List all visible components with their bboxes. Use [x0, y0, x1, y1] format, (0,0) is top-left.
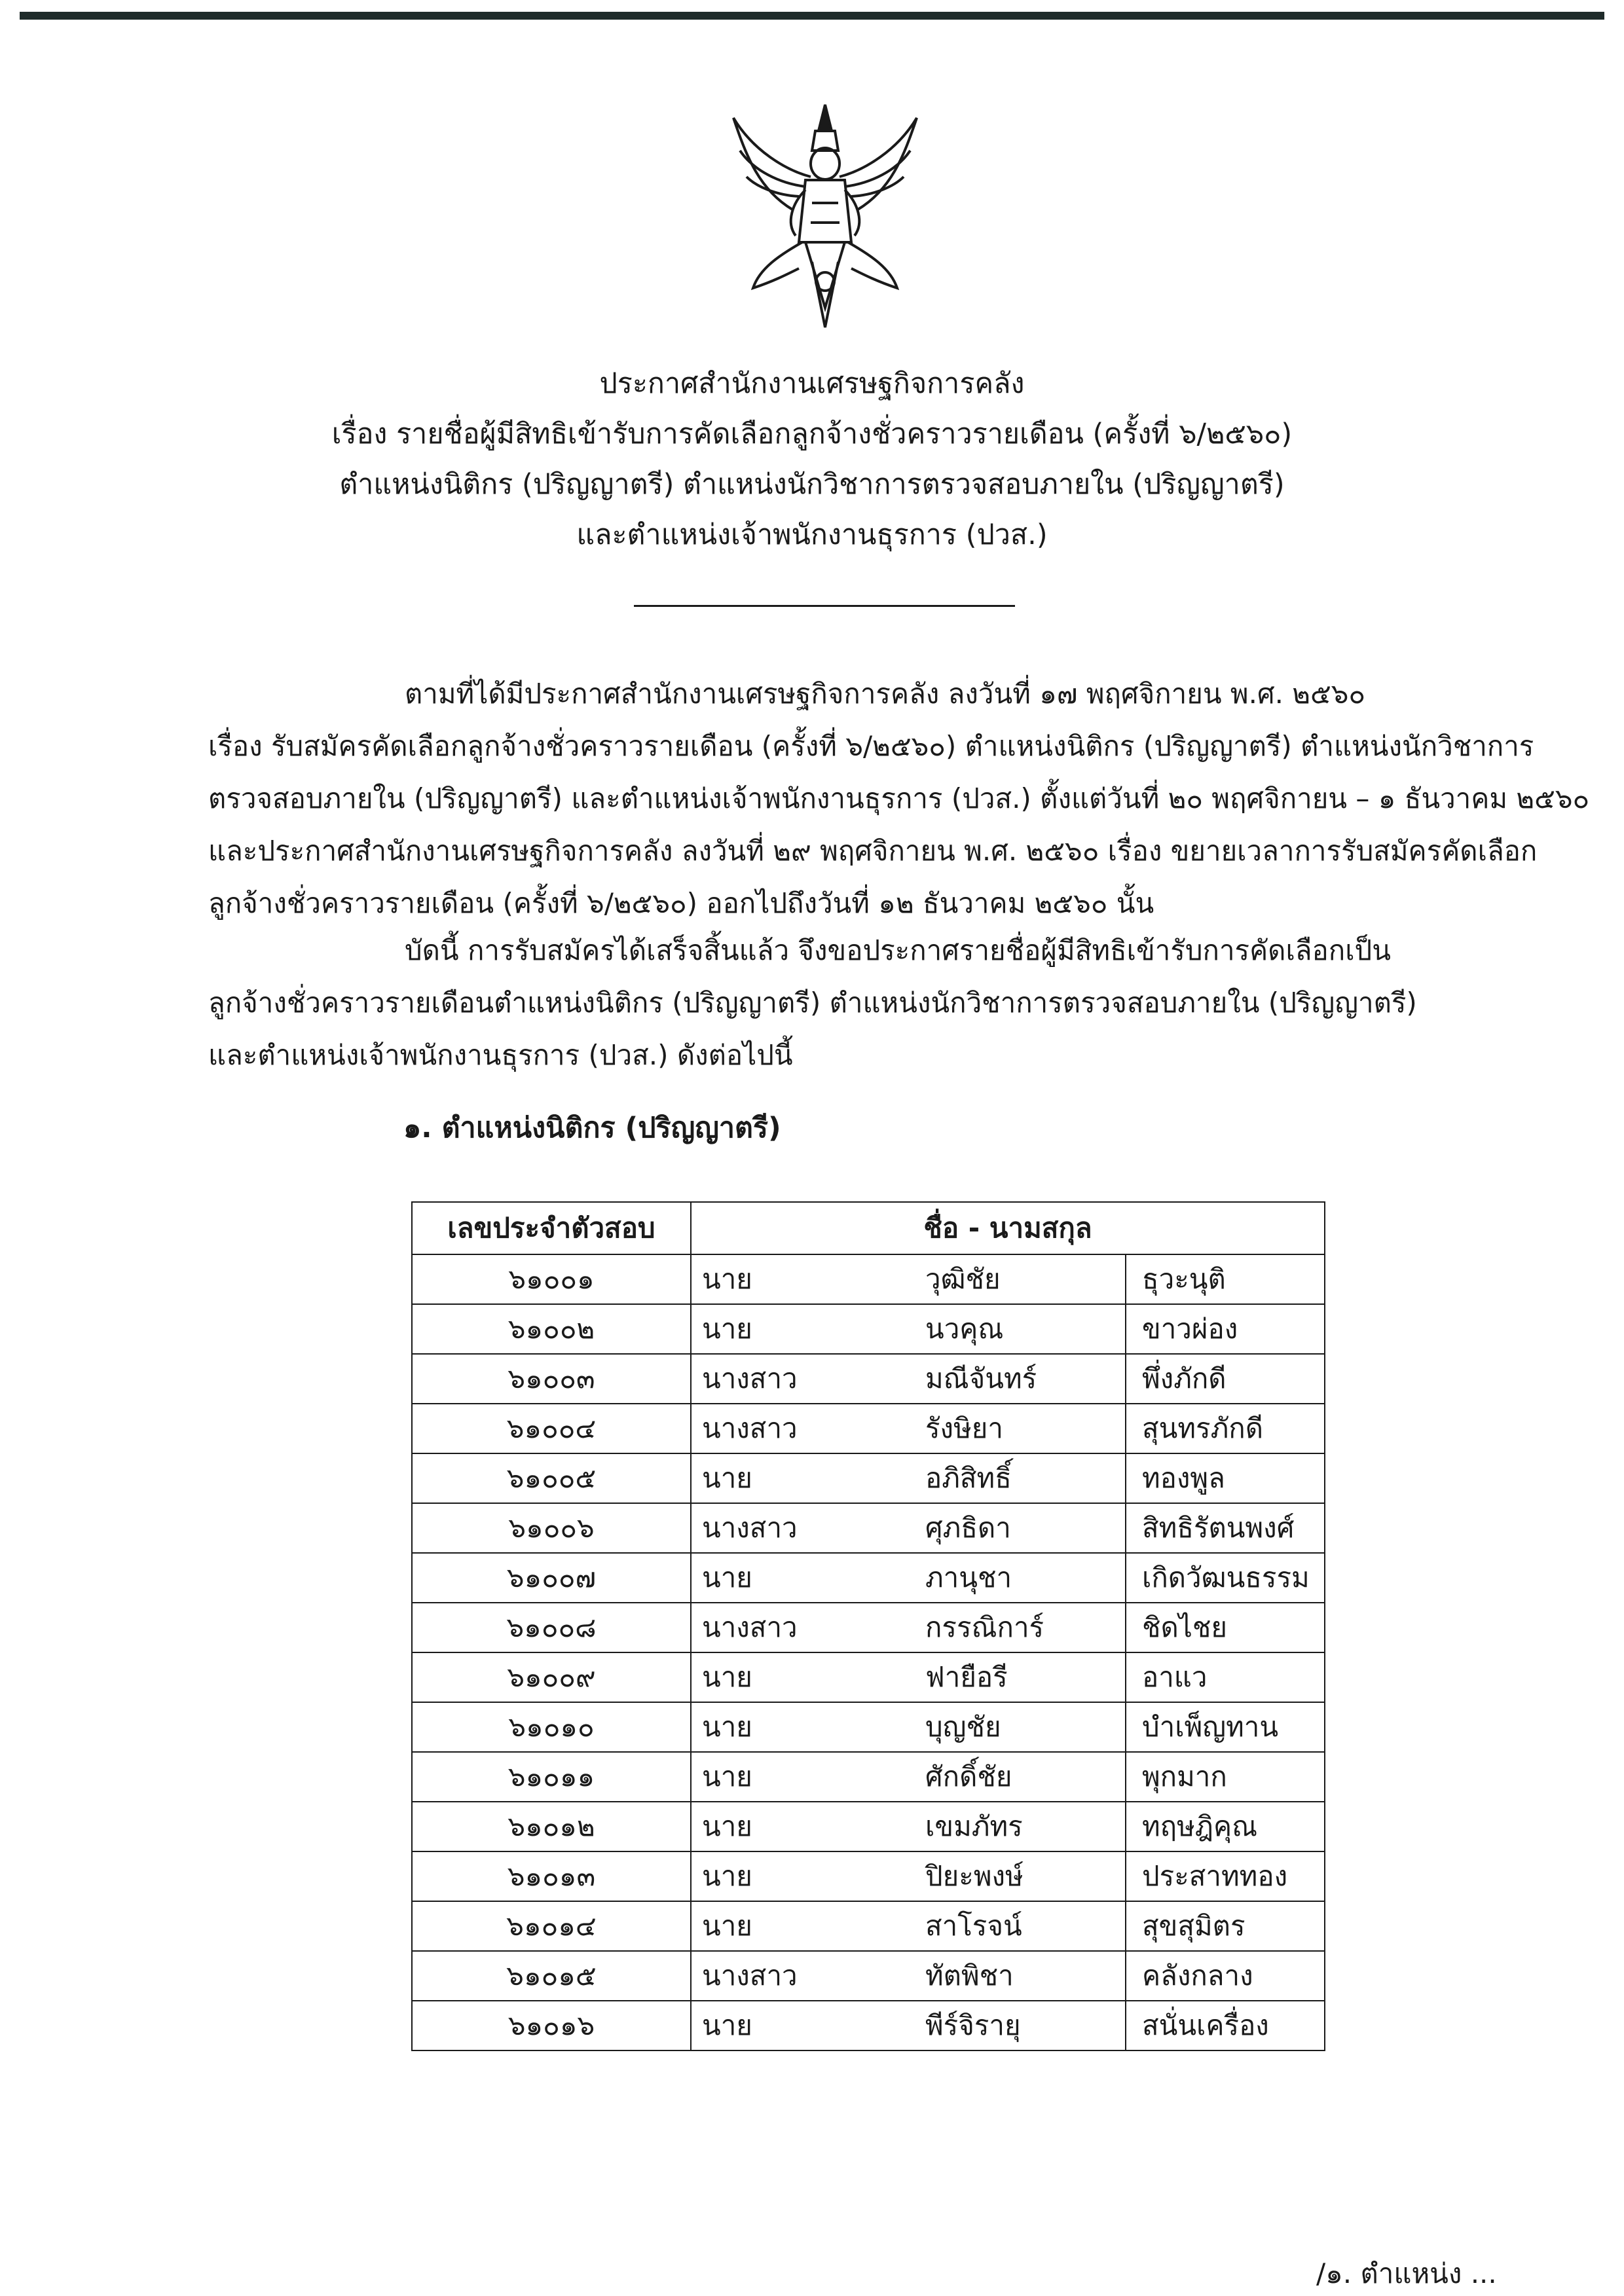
cell-title: นาย [691, 1901, 915, 1951]
cell-first-name: รังษิยา [915, 1404, 1126, 1453]
continuation-note: /๑. ตำแหน่ง ... [1316, 2257, 1497, 2289]
table-row [412, 2001, 1325, 2050]
cell-title: นางสาว [691, 1404, 915, 1453]
cell-last-name: ชิดไชย [1126, 1603, 1325, 1652]
cell-first-name: นวคุณ [915, 1304, 1126, 1354]
cell-exam-id: ๖๑๐๐๙ [412, 1652, 691, 1702]
title-line: ตำแหน่งนิติกร (ปริญญาตรี) ตำแหน่งนักวิชาการตรวจสอบภายใน (ปริญญาตรี) [339, 468, 1285, 501]
paragraph-line: ตามที่ได้มีประกาศสำนักงานเศรษฐกิจการคลัง ลงวันที่ ๑๗ พฤศจิกายน พ.ศ. ๒๕๖๐ [405, 678, 1366, 710]
cell-exam-id: ๖๑๐๐๕ [412, 1453, 691, 1503]
cell-last-name: เกิดวัฒนธรรม [1126, 1553, 1325, 1603]
paragraph-line: ตรวจสอบภายใน (ปริญญาตรี) และตำแหน่งเจ้าพนักงานธุรการ (ปวส.) ตั้งแต่วันที่ ๒๐ พฤศจิกายน – ๑ ธันวาคม ๒๕๖๐ [208, 782, 1590, 814]
table-row [412, 1254, 1325, 1304]
cell-exam-id: ๖๑๐๑๐ [412, 1702, 691, 1752]
cell-last-name: สิทธิรัตนพงศ์ [1126, 1503, 1325, 1553]
cell-exam-id: ๖๑๐๐๑ [412, 1254, 691, 1304]
table-row [412, 1951, 1325, 2001]
cell-exam-id: ๖๑๐๐๖ [412, 1503, 691, 1553]
cell-title: นาย [691, 1453, 915, 1503]
table-body [412, 1254, 1325, 2050]
cell-first-name: ทัตพิชา [915, 1951, 1126, 2001]
table-row [412, 1503, 1325, 1553]
paragraph-announcement [208, 924, 1508, 1082]
cell-last-name: บำเพ็ญทาน [1126, 1702, 1325, 1752]
cell-title: นาย [691, 1254, 915, 1304]
cell-exam-id: ๖๑๐๑๑ [412, 1752, 691, 1802]
cell-first-name: ศุภธิดา [915, 1503, 1126, 1553]
garuda-emblem-icon [714, 92, 936, 340]
cell-last-name: ทฤษฎิคุณ [1126, 1802, 1325, 1851]
table-row [412, 1603, 1325, 1652]
table-row [412, 1652, 1325, 1702]
cell-last-name: คลังกลาง [1126, 1951, 1325, 2001]
paragraph-line: บัดนี้ การรับสมัครได้เสร็จสิ้นแล้ว จึงขอประกาศรายชื่อผู้มีสิทธิเข้ารับการคัดเลือกเป็น [405, 934, 1391, 966]
cell-title: นาย [691, 1304, 915, 1354]
header-full-name: ชื่อ - นามสกุล [691, 1202, 1325, 1254]
cell-last-name: สุนทรภักดี [1126, 1404, 1325, 1453]
paragraph-line: ลูกจ้างชั่วคราวรายเดือน (ครั้งที่ ๖/๒๕๖๐) ออกไปถึงวันที่ ๑๒ ธันวาคม ๒๕๖๐ นั้น [208, 887, 1154, 919]
title-line: ประกาศสำนักงานเศรษฐกิจการคลัง [599, 367, 1025, 400]
announcement-title [0, 359, 1624, 560]
cell-first-name: ศักดิ์ชัย [915, 1752, 1126, 1802]
cell-last-name: ขาวผ่อง [1126, 1304, 1325, 1354]
cell-last-name: อาแว [1126, 1652, 1325, 1702]
paragraph-line: และประกาศสำนักงานเศรษฐกิจการคลัง ลงวันที่ ๒๙ พฤศจิกายน พ.ศ. ๒๕๖๐ เรื่อง ขยายเวลาการรับสมัครคัดเลือก [208, 835, 1538, 867]
table-row [412, 1453, 1325, 1503]
title-divider [634, 605, 1015, 607]
cell-exam-id: ๖๑๐๑๔ [412, 1901, 691, 1951]
cell-exam-id: ๖๑๐๐๓ [412, 1354, 691, 1404]
table-row [412, 1553, 1325, 1603]
cell-first-name: ภานุชา [915, 1553, 1126, 1603]
header-exam-id: เลขประจำตัวสอบ [412, 1202, 691, 1254]
cell-title: นาย [691, 1752, 915, 1802]
table-row [412, 1404, 1325, 1453]
table-row [412, 1702, 1325, 1752]
cell-title: นาย [691, 1553, 915, 1603]
cell-title: นาย [691, 1851, 915, 1901]
cell-title: นาย [691, 2001, 915, 2050]
cell-exam-id: ๖๑๐๑๒ [412, 1802, 691, 1851]
cell-last-name: ธุวะนุติ [1126, 1254, 1325, 1304]
title-line: เรื่อง รายชื่อผู้มีสิทธิเข้ารับการคัดเลือกลูกจ้างชั่วคราวรายเดือน (ครั้งที่ ๖/๒๕๖๐) [331, 418, 1293, 450]
cell-first-name: กรรณิการ์ [915, 1603, 1126, 1652]
cell-exam-id: ๖๑๐๐๗ [412, 1553, 691, 1603]
title-line: และตำแหน่งเจ้าพนักงานธุรการ (ปวส.) [576, 519, 1048, 551]
cell-first-name: อภิสิทธิ์ [915, 1453, 1126, 1503]
cell-first-name: พีร์จิรายุ [915, 2001, 1126, 2050]
cell-last-name: สุขสุมิตร [1126, 1901, 1325, 1951]
table-row [412, 1752, 1325, 1802]
cell-exam-id: ๖๑๐๑๖ [412, 2001, 691, 2050]
cell-title: นาย [691, 1702, 915, 1752]
cell-first-name: สาโรจน์ [915, 1901, 1126, 1951]
section-heading: ๑. ตำแหน่งนิติกร (ปริญญาตรี) [403, 1112, 781, 1144]
cell-title: นางสาว [691, 1354, 915, 1404]
cell-last-name: พุกมาก [1126, 1752, 1325, 1802]
cell-last-name: พึ่งภักดี [1126, 1354, 1325, 1404]
cell-title: นาย [691, 1652, 915, 1702]
cell-title: นางสาว [691, 1503, 915, 1553]
cell-first-name: ฟายือรี [915, 1652, 1126, 1702]
cell-title: นางสาว [691, 1951, 915, 2001]
cell-exam-id: ๖๑๐๐๘ [412, 1603, 691, 1652]
cell-exam-id: ๖๑๐๑๕ [412, 1951, 691, 2001]
cell-exam-id: ๖๑๐๐๒ [412, 1304, 691, 1354]
table-row [412, 1304, 1325, 1354]
cell-title: นางสาว [691, 1603, 915, 1652]
cell-first-name: วุฒิชัย [915, 1254, 1126, 1304]
page-top-border [20, 12, 1604, 20]
cell-exam-id: ๖๑๐๑๓ [412, 1851, 691, 1901]
paragraph-background [208, 668, 1590, 930]
paragraph-line: และตำแหน่งเจ้าพนักงานธุรการ (ปวส.) ดังต่อไปนี้ [208, 1039, 793, 1071]
table-row [412, 1802, 1325, 1851]
cell-exam-id: ๖๑๐๐๔ [412, 1404, 691, 1453]
table-header-row [412, 1202, 1325, 1254]
table-row [412, 1851, 1325, 1901]
table-row [412, 1354, 1325, 1404]
candidate-table [411, 1201, 1325, 2051]
table-row [412, 1901, 1325, 1951]
cell-first-name: ปิยะพงษ์ [915, 1851, 1126, 1901]
cell-first-name: เขมภัทร [915, 1802, 1126, 1851]
cell-first-name: บุญชัย [915, 1702, 1126, 1752]
paragraph-line: ลูกจ้างชั่วคราวรายเดือนตำแหน่งนิติกร (ปริญญาตรี) ตำแหน่งนักวิชาการตรวจสอบภายใน (ปริญญาตรี) [208, 987, 1417, 1019]
paragraph-line: เรื่อง รับสมัครคัดเลือกลูกจ้างชั่วคราวรายเดือน (ครั้งที่ ๖/๒๕๖๐) ตำแหน่งนิติกร (ปริญญาตรี) ตำแหน่งนักวิชาการ [208, 730, 1534, 762]
cell-first-name: มณีจันทร์ [915, 1354, 1126, 1404]
cell-title: นาย [691, 1802, 915, 1851]
cell-last-name: ทองพูล [1126, 1453, 1325, 1503]
cell-last-name: สนั่นเครื่อง [1126, 2001, 1325, 2050]
cell-last-name: ประสาททอง [1126, 1851, 1325, 1901]
